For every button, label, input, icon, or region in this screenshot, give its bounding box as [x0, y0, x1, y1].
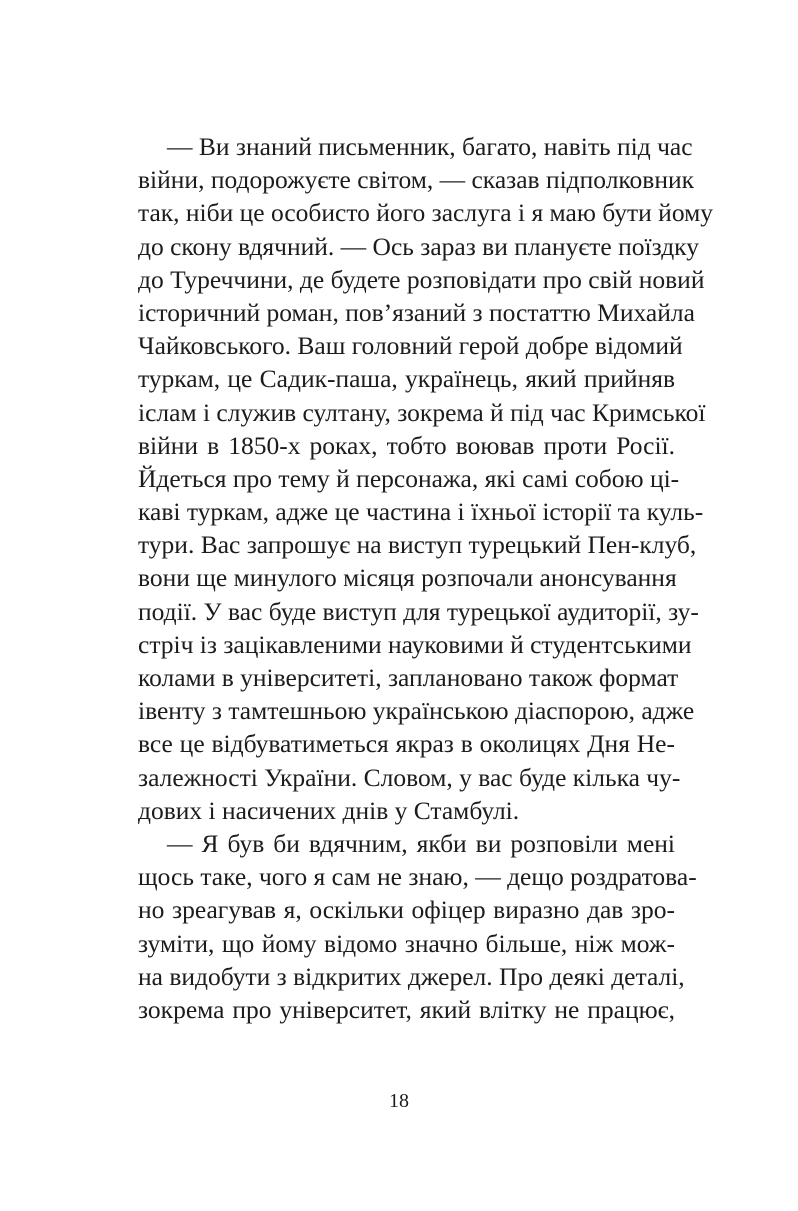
text-line: — Ви знаний письменник, багато, навіть під час	[167, 132, 693, 161]
text-line: но зреагував я, оскільки офіцер виразно дав зро-	[138, 895, 675, 925]
text-line: війни в 1850-х роках, тобто воював проти Росії.	[138, 430, 675, 460]
text-line: тури. Вас запрошує на виступ турецький Пен-клуб,	[138, 530, 697, 560]
text-line: Чайковського. Ваш головний герой добре відомий	[138, 331, 683, 361]
text-line: війни, подорожуєте світом, — сказав підполковник	[138, 165, 694, 195]
text-line: вони ще минулого місяця розпочали анонсування	[138, 563, 677, 593]
text-line: до скону вдячний. — Ось зараз ви плануєте поїздку	[138, 231, 699, 261]
text-line: так, ніби це особисто його заслуга і я маю бути йому	[138, 198, 713, 228]
text-line: на видобути з відкритих джерел. Про деякі деталі,	[138, 961, 685, 991]
text-line: колами в університеті, заплановано також формат	[138, 663, 679, 692]
text-line: Йдеться про тему й персонажа, які самі собою ці-	[138, 463, 680, 493]
text-line: щось таке, чого я сам не знаю, — дещо роздратова-	[138, 862, 697, 892]
text-line: іслам і служив султану, зокрема й під час Кримської	[138, 397, 706, 427]
text-line: зуміти, що йому відомо значно більше, ніж мож-	[138, 928, 675, 958]
text-line: зокрема про університет, який влітку не працює,	[138, 994, 675, 1024]
text-line: історичний роман, пов’язаний з постаттю Михайла	[138, 297, 695, 327]
text-line: каві туркам, адже це частина і їхньої історії та куль-	[138, 497, 704, 527]
text-line: події. У вас буде виступ для турецької аудиторії, зу-	[138, 596, 699, 626]
text-line: залежності України. Словом, у вас буде кілька чу-	[138, 762, 681, 792]
page-number: 18	[389, 1090, 409, 1112]
text-line: все це відбуватиметься якраз в околицях Дня Не-	[138, 729, 675, 759]
text-line: стріч із зацікавленими науковими й студентськими	[138, 629, 692, 659]
text-line: туркам, це Садик-паша, українець, який прийняв	[138, 364, 675, 394]
text-line: івенту з тамтешньою українською діаспорою, адже	[138, 696, 695, 726]
body-text	[138, 130, 713, 1026]
text-line: дових і насичених днів у Стамбулі.	[138, 795, 520, 825]
text-line: до Туреччини, де будете розповідати про свій новий	[138, 264, 705, 294]
text-line: — Я був би вдячним, якби ви розповіли мені	[167, 828, 675, 858]
